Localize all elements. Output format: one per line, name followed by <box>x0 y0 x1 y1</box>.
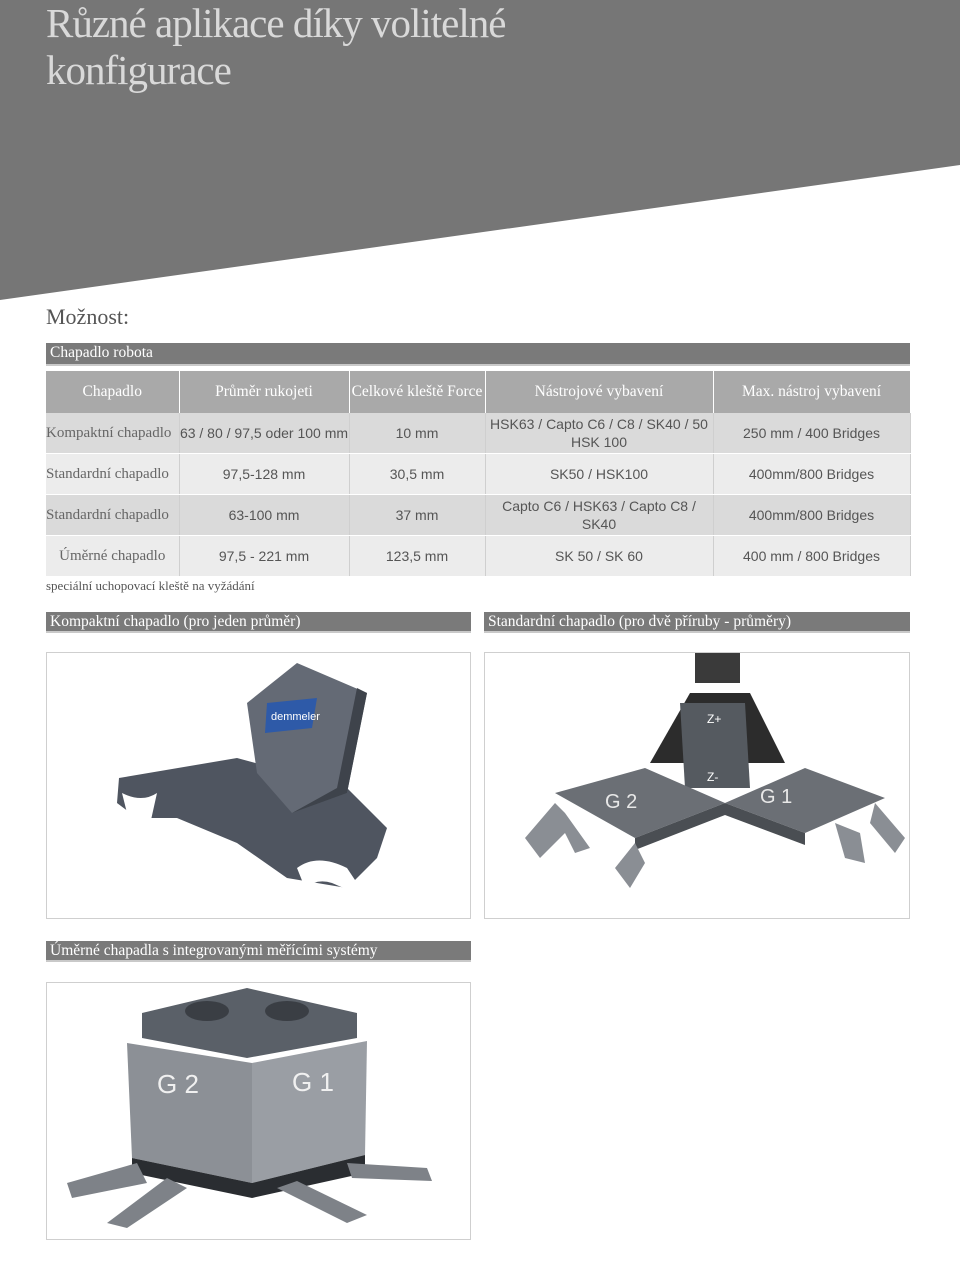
option-label: Možnost: <box>46 304 130 329</box>
table-row <box>46 536 910 577</box>
g1-label: G 1 <box>292 1067 334 1097</box>
table-cell-gripper: Úměrné chapadlo <box>46 536 179 577</box>
table-cell-max: 400mm/800 Bridges <box>713 454 910 495</box>
table-cell-max: 400mm/800 Bridges <box>713 495 910 536</box>
table-header-row <box>46 371 910 413</box>
caption-compact: Kompaktní chapadlo (pro jeden průměr) <box>50 613 301 630</box>
section-bar-robot-gripper <box>46 343 910 366</box>
table-cell-tooling: SK50 / HSK100 <box>485 454 713 495</box>
section-bar-label: Chapadlo robota <box>50 344 153 361</box>
table-cell-diameter: 97,5-128 mm <box>179 454 349 495</box>
table-cell-gripper: Kompaktní chapadlo <box>46 413 179 454</box>
table-row <box>46 413 910 454</box>
table-cell-tooling <box>485 413 713 454</box>
gripper-spec-table <box>46 371 911 577</box>
z-minus-label: Z- <box>707 770 719 784</box>
logo-text: demmeler <box>271 711 320 723</box>
compact-gripper-illustration <box>47 653 470 918</box>
g2-label: G 2 <box>157 1069 199 1099</box>
table-header-cell: Chapadlo <box>46 371 179 413</box>
standard-gripper-illustration <box>485 653 909 918</box>
table-cell-force: 37 mm <box>349 495 485 536</box>
page-title <box>46 0 505 94</box>
z-plus-label: Z+ <box>707 712 722 726</box>
table-cell-diameter: 63-100 mm <box>179 495 349 536</box>
caption-standard: Standardní chapadlo (pro dvě příruby - průměry) <box>488 613 792 630</box>
proportional-gripper-photo <box>46 982 471 1240</box>
standard-gripper-photo <box>484 652 910 919</box>
table-cell-tooling: Capto C6 / HSK63 / Capto C8 / SK40 <box>485 495 713 536</box>
table-cell-diameter: 63 / 80 / 97,5 oder 100 mm <box>179 413 349 454</box>
table-cell-tooling: SK 50 / SK 60 <box>485 536 713 577</box>
caption-bar-standard <box>484 612 910 633</box>
page-title-line-1: Různé aplikace díky volitelné <box>46 0 506 46</box>
table-cell-force: 30,5 mm <box>349 454 485 495</box>
table-cell-gripper: Standardní chapadlo <box>46 495 179 536</box>
caption-bar-proportional <box>46 941 471 962</box>
table-header-cell: Celkové kleště Force <box>349 371 485 413</box>
caption-proportional: Úměrné chapadla s integrovanými měřícími systémy <box>50 942 378 959</box>
table-header-cell: Průměr rukojeti <box>179 371 349 413</box>
g2-label: G 2 <box>605 791 638 813</box>
caption-bar-compact <box>46 612 471 633</box>
tooling-line-1: HSK63 / Capto C6 / C8 / SK40 / 50 <box>490 416 708 432</box>
table-cell-max: 400 mm / 800 Bridges <box>713 536 910 577</box>
special-grippers-note: speciální uchopovací kleště na vyžádání <box>46 578 255 593</box>
tooling-line-2: HSK 100 <box>570 434 628 450</box>
table-header-cell: Nástrojové vybavení <box>485 371 713 413</box>
table-row <box>46 495 910 536</box>
table-cell-max: 250 mm / 400 Bridges <box>713 413 910 454</box>
proportional-gripper-illustration <box>47 983 470 1239</box>
page-title-line-2: konfigurace <box>46 47 231 93</box>
table-cell-force: 10 mm <box>349 413 485 454</box>
g1-label: G 1 <box>760 786 793 808</box>
compact-gripper-photo <box>46 652 471 919</box>
table-header-cell: Max. nástroj vybavení <box>713 371 910 413</box>
table-cell-force: 123,5 mm <box>349 536 485 577</box>
table-row <box>46 454 910 495</box>
table-cell-gripper: Standardní chapadlo <box>46 454 179 495</box>
table-cell-diameter: 97,5 - 221 mm <box>179 536 349 577</box>
